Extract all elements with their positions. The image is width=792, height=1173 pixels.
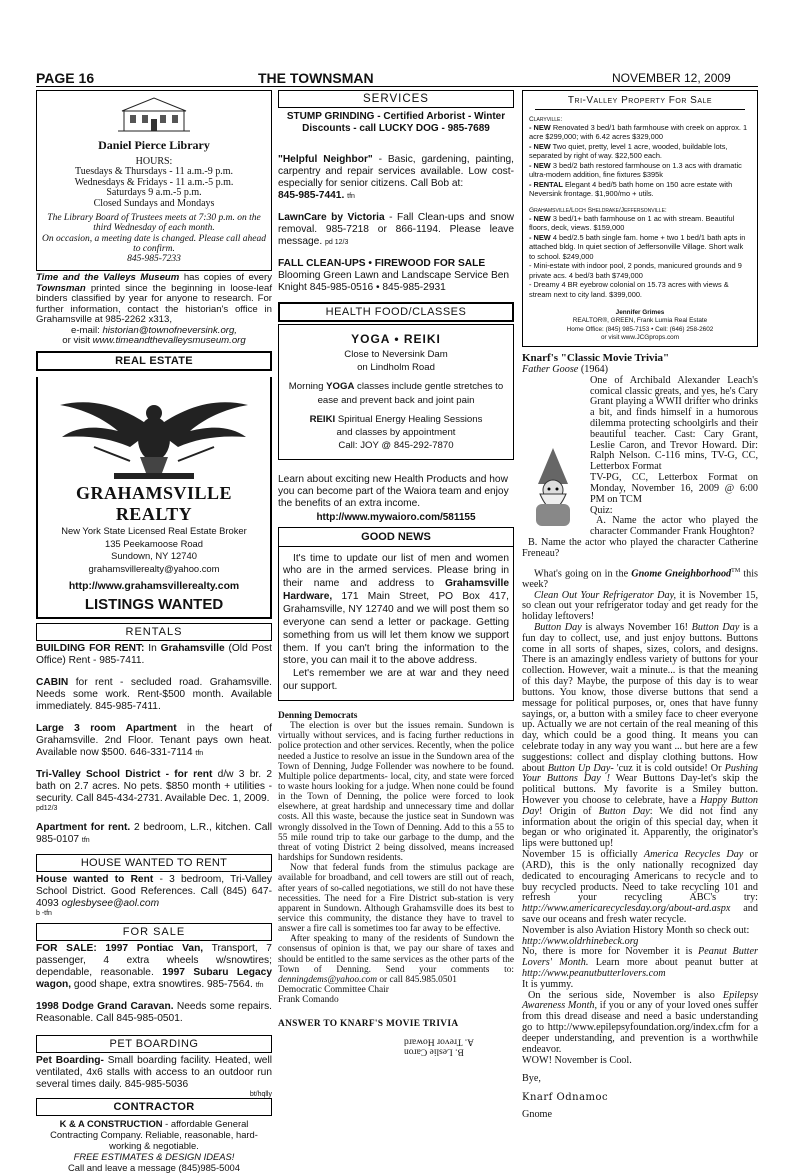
denning-signature: Democratic Committee Chair bbox=[278, 985, 389, 996]
issue-date: NOVEMBER 12, 2009 bbox=[612, 71, 731, 85]
ad-tag: tfn bbox=[195, 749, 204, 757]
library-box bbox=[36, 90, 272, 271]
waiora-ad: Learn about exciting new Health Products and how you can become part of the Waiora team and enjoy the benefits of an extra income. bbox=[278, 473, 509, 509]
rental-ad: Tri-Valley School District - for rent d/w 3 br. 2 bath on 2.7 acres. No pets. $850 month + utilities - security. Call 845-434-2731. Available Dec. 1, 2009. bbox=[36, 768, 272, 804]
denning-signature: Frank Comando bbox=[278, 995, 339, 1006]
reiki-phone: Call: JOY @ 845-292-7870 bbox=[338, 440, 454, 452]
waiora-url[interactable]: http://www.mywaioro.com/581155 bbox=[316, 511, 476, 523]
agent-website[interactable]: or visit www.JCGprops.com bbox=[600, 333, 680, 341]
trivia-answer-heading: ANSWER TO KNARF'S MOVIE TRIVIA bbox=[278, 1019, 459, 1030]
yummy-line: It is yummy. bbox=[522, 978, 574, 990]
gnome-icon bbox=[522, 446, 584, 530]
agent-name: Jennifer Grimes bbox=[615, 308, 665, 316]
film-title: Father Goose bbox=[522, 363, 579, 375]
film-year: (1964) bbox=[578, 363, 609, 375]
recycle-url[interactable]: http://www.americarecyclesday.org/about-ard.aspx bbox=[522, 903, 731, 915]
good-news-heading: GOOD NEWS bbox=[279, 528, 513, 547]
stump-grinding-ad: STUMP GRINDING - Certified Arborist - Winter Discounts - call LUCKY DOG - 985-7689 bbox=[286, 111, 506, 134]
house-wanted-ad: House wanted to Rent - 3 bedroom, Tri-Valley School District. Good References. Call (845) 647-4093 oglesbysee@aol.com bbox=[36, 873, 272, 910]
property-listing: - NEW 4 bed/2.5 bath single fam. home + two 1 bed/1 bath apts in attached bldg. In quiet section of Jeffersonville Village. Short walk to school. $249,000 bbox=[529, 232, 746, 261]
house-wanted-email[interactable]: oglesbysee@aol.com bbox=[61, 898, 160, 910]
contractor-ad: K & A CONSTRUCTION - affordable General Contracting Company. Reliable, reasonable, hard-working & negotiable. FREE ESTIMATES & DESIGN IDEAS! Call and leave a message (845)985-5004 bbox=[36, 1119, 272, 1173]
visit-label: or visit bbox=[62, 335, 93, 347]
denning-paragraph: The election is over but the issues remain. Sundown is virtually without services, and is facing further reductions in police protection and other services. Recently, when the police needed a Justice to resolve an issue in the Sundown area of the Town of Denning, Judge Follender was nowhere to be found. Multiple police departments- local, city, and state were forced to waste hours looking for a judge. When none could be found in the Town of Denning, the police were forced to look elsewhere, at great hardship and unnecessary time and dollar costs. All this waste, because the justice seat in Sundown was wrongly dissolved in the Town of Denning. Add to this a 55 to 55 mile round trip to take our garbage to the dump, and the threat of voting District 2 being dissolved, means increased hardships for Sundown residents. bbox=[278, 721, 514, 864]
column-left bbox=[36, 90, 272, 1173]
realty-company-name: GRAHAMSVILLE REALTY bbox=[75, 482, 233, 524]
yoga-reiki-title: YOGA • REIKI bbox=[351, 332, 441, 347]
quiz-question: B. Name the actor who played the character Catherine Freneau? bbox=[522, 536, 758, 559]
library-note: On occasion, a meeting date is changed. Please call ahead to confirm. bbox=[42, 233, 266, 254]
signature-title: Gnome bbox=[522, 1108, 552, 1120]
real-estate-heading: REAL ESTATE bbox=[36, 351, 272, 371]
trivia-schedule: TV-PG, CC, Letterbox Format on Monday, November 16, 2009 @ 6:00 PM on TCM bbox=[590, 472, 758, 505]
health-heading: HEALTH FOOD/CLASSES bbox=[278, 302, 514, 322]
reiki-description: REIKI Spiritual Energy Healing Sessions bbox=[309, 413, 483, 425]
header-rule bbox=[36, 86, 758, 87]
ad-tag: tfn bbox=[347, 193, 355, 201]
library-name: Daniel Pierce Library bbox=[98, 138, 210, 152]
house-wanted-heading: HOUSE WANTED TO RENT bbox=[36, 854, 272, 872]
denning-title: Denning Democrats bbox=[278, 710, 358, 721]
museum-url[interactable]: www.timeandthevalleysmuseum.org bbox=[92, 335, 246, 347]
ad-tag: tfn bbox=[81, 836, 90, 844]
townsman-name: Townsman bbox=[36, 282, 86, 294]
newspaper-title: THE TOWNSMAN bbox=[258, 70, 374, 86]
claryville-heading: Claryville: bbox=[529, 116, 563, 123]
property-listing: - Mini-estate with indoor pool, 2 ponds, manicured grounds and 9 private acs. 4 bed/3 bath $749,000 bbox=[529, 261, 742, 280]
pet-boarding-heading: PET BOARDING bbox=[36, 1035, 272, 1053]
denning-paragraph: Now that federal funds from the stimulus package are available for broadband, and cell towers are still out of reach, after years of so-called negotiations, we still do not have these necessities. The need for a Fire District sub-station is very apparent in Sundown. Although Grahamsville does its best to service this community, the distance they have to travel to answer a fire call is sometimes too far away to be effective. bbox=[278, 863, 514, 935]
ad-tag: b -tfn bbox=[36, 910, 52, 918]
realty-line: Sundown, NY 12740 bbox=[111, 550, 197, 562]
hours-line: Saturdays 9 a.m.-5 p.m. bbox=[106, 187, 202, 198]
for-sale-ad: FOR SALE: 1997 Pontiac Van, Transport, 7 passenger, 4 extra wheels w/snowtires; dependable, reasonable. 1997 Subaru Legacy wagon, good shape, extra snowtires. 985-7564. tfn bbox=[36, 943, 272, 991]
realty-email[interactable]: grahamsvillerealty@yahoo.com bbox=[88, 562, 220, 574]
ad-tag: pd 12/3 bbox=[325, 239, 349, 247]
services-heading: SERVICES bbox=[278, 90, 514, 108]
denning-paragraph: After speaking to many of the residents of Sundown the consensus of opinion is that, we pay our share of taxes and should be entitled to the same services as the other parts of the Town of Denning. Send your comments to: denningdems@yahoo.com or call 845.985.0501 bbox=[278, 934, 514, 985]
library-phone: 845-985-7233 bbox=[127, 254, 181, 264]
grahamsville-heading: Grahamsville/Loch Sheldrake/Jeffersonville: bbox=[529, 206, 667, 214]
rental-ad: BUILDING FOR RENT: In Grahamsville (Old Post Office) Rent - 985-7411. bbox=[36, 642, 272, 666]
free-estimates: FREE ESTIMATES & DESIGN IDEAS! bbox=[73, 1150, 235, 1162]
yoga-location: Close to Neversink Dam bbox=[344, 348, 448, 360]
bye-line: Bye, bbox=[522, 1073, 541, 1085]
ad-tag: pd12/3 bbox=[36, 804, 58, 812]
quiz-question: A. Name the actor who played the character Commander Frank Houghton? bbox=[590, 515, 758, 538]
aviation-url[interactable]: http://www.oldrhinebeck.org bbox=[522, 935, 639, 947]
library-note: The Library Board of Trustees meets at 7:30 p.m. on the third Wednesday of each month. bbox=[47, 213, 261, 234]
good-news-box bbox=[278, 527, 514, 701]
good-news-text: Let's remember we are at war and they need our support. bbox=[283, 668, 509, 693]
property-listing: - NEW Two quiet, pretty, level 1 acre, wooded, buildable lots, separated by right of way. $22,500 each. bbox=[529, 141, 728, 161]
trivia-column bbox=[522, 353, 758, 1120]
for-sale-ad: 1998 Dodge Grand Caravan. Needs some repairs. Reasonable. Call 845-985-0501. bbox=[36, 1001, 272, 1025]
email-label: e-mail: bbox=[71, 324, 103, 336]
helpful-neighbor-ad: "Helpful Neighbor" - Basic, gardening, painting, carpentry and repair services available. Low cost-especially for senior citizens. Call Bob at: 845-985-7441. tfn bbox=[278, 154, 514, 202]
realty-ad bbox=[36, 377, 272, 619]
rental-ad: Large 3 room Apartment in the heart of Grahamsville. 2nd Floor. Tenant pays own heat. Available now $500. 646-331-7114 tfn bbox=[36, 722, 272, 758]
yoga-reiki-ad bbox=[278, 324, 514, 459]
column-right bbox=[522, 90, 758, 1121]
gnome-neighborhood: What's going on in the Gnome Gneighborhood™ this week? bbox=[522, 567, 758, 590]
property-listing: - Dreamy 4 BR eyebrow colonial on 15.73 acres with views & stream next to city land. $399,000. bbox=[529, 280, 729, 299]
museum-email[interactable]: historian@townofneversink.org, bbox=[102, 324, 237, 336]
museum-notice bbox=[36, 273, 272, 347]
realty-line: New York State Licensed Real Estate Broker bbox=[61, 524, 247, 536]
column-middle bbox=[278, 90, 514, 1056]
agent-line: Home Office: (845) 985-7153 • Cell: (646) 258-2602 bbox=[566, 325, 714, 333]
button-day: Button Day is always November 16! Button Day is a fun day to collect, use, and just enjoy buttons. Buttons come in all sorts of shapes, sizes, colors, and designs. There is an amazingly endless variety of buttons for your collection. However, wait a minute... is that the meaning of this day? Maybe, the purpose of this day is to wear buttons. You know, those diverse buttons that send a message for political purposes, or, ones that have funny sayings, or, a button with a smiley face to cheer everyone up. Actually we are not certain of the real meaning of this day, which could be a good thing. It means you can celebrate today in any way you want ... but here are a few suggestions: collect and display clothing buttons. How about Button Up Day- 'cuz it is cold outside! Or Pushing Your Buttons Day ! Wear Buttons Day-let's skip the political buttons. My favorite is a Smiley button. However you choose to celebrate, have a Happy Button Day! Origin of Button Day: We did not find any information about the origin of this special day, when it began or who originated it. Apparently, the originator's lips were buttoned up! bbox=[522, 622, 759, 850]
trivia-intro: One of Archibald Alexander Leach's comical classic greats, and yes, he's Cary Grant playing a WWII drifter who drinks a bit, and finds himself in a humorous dilemma protecting schoolgirls and their beautiful teacher. Cast: Cary Grant, Leslie Caron, and Trevor Howard. Dir: Ralph Nelson. C-116 mins, TV-G, CC, Letterbox Format bbox=[522, 376, 758, 473]
eagle-logo-icon bbox=[54, 377, 254, 487]
museum-title: Time and the Valleys Museum bbox=[36, 272, 180, 283]
museum-text: printed since the beginning in loose-leaf binders classified by year for anyone to research. For further information, contact the historian's office in Grahamsville at 985-2262 x313, bbox=[36, 282, 272, 326]
closing-line: WOW! November is Cool. bbox=[522, 1054, 632, 1066]
aviation-month: November is also Aviation History Month so check out: http://www.oldrhinebeck.org bbox=[522, 924, 750, 947]
tri-valley-title: Tri-Valley Property For Sale bbox=[535, 95, 745, 110]
denning-democrats-article bbox=[278, 711, 514, 1056]
museum-text: has copies of every bbox=[179, 272, 272, 283]
peanut-butter-month: No, there is more for November it is Peanut Butter Lovers' Month. Learn more about peanut butter at http://www.peanutbutterlovers.com bbox=[522, 946, 758, 980]
hours-label: HOURS: bbox=[135, 156, 173, 167]
denning-email[interactable]: denningdems@yahoo.com bbox=[278, 974, 377, 985]
lawncare-ad: LawnCare by Victoria - Fall Clean-ups and snow removal. 985-7218 or 866-1194. Please leave message. pd 12/3 bbox=[278, 212, 514, 248]
hours-line: Wednesdays & Fridays - 11 a.m.-5 p.m. bbox=[74, 176, 234, 188]
quiz-label: Quiz: bbox=[590, 504, 613, 516]
contractor-heading: CONTRACTOR bbox=[36, 1098, 272, 1116]
fridge-day: Clean Out Your Refrigerator Day, it is November 15, so clean out your refrigerator today and get ready for the holiday leftovers! bbox=[522, 589, 758, 623]
realty-url[interactable]: http://www.grahamsvillerealty.com bbox=[68, 580, 240, 592]
reiki-description: and classes by appointment bbox=[336, 427, 456, 439]
epilepsy-month: On the serious side, November is also Epilepsy Awareness Month, if you or any of your loved ones suffer from this dread disease and need a basic understanding go to http://www.epilepsyfoundation.org/index.cfm for a deeper understanding, and prevention is a worthwhile endeavor. bbox=[522, 989, 758, 1055]
library-building-icon bbox=[114, 95, 194, 133]
property-listing: - NEW 3 bed/1+ bath farmhouse on 1 ac with stream. Beautiful floors, deck, views. $159,000 bbox=[529, 213, 735, 233]
yoga-location: on Lindholm Road bbox=[357, 362, 435, 374]
tri-valley-property-box bbox=[522, 90, 758, 347]
page-number: PAGE 16 bbox=[36, 70, 95, 86]
for-sale-heading: FOR SALE bbox=[36, 923, 272, 941]
agent-line: REALTOR®, GREEN, Frank Lumia Real Estate bbox=[572, 317, 708, 325]
yoga-description: Morning YOGA classes include gentle stretches to ease and prevent back and joint pain bbox=[288, 381, 504, 406]
ad-tag: tfn bbox=[255, 982, 264, 990]
listings-wanted: LISTINGS WANTED bbox=[84, 595, 224, 613]
trivia-title: Knarf's "Classic Movie Trivia" bbox=[522, 352, 670, 365]
rental-ad: CABIN for rent - secluded road. Grahamsville. Needs some work. Rent-$500 month. Available immediately. 845-985-7411. bbox=[36, 676, 272, 712]
rentals-heading: RENTALS bbox=[36, 623, 272, 641]
pet-boarding-ad: Pet Boarding- Small boarding facility. Heated, well ventilated, 4x6 stalls with access to an outdoor run several times daily. 845-985-5036 bbox=[36, 1055, 272, 1091]
ad-tag: bt/hqlly bbox=[249, 1091, 272, 1099]
recycles-day: November 15 is officially America Recycles Day or (ARD), this is the only nationally recognized day dedicated to encouraging Americans to recycle and to buy recycled products. Need to take recycling 101 and refresh your recycling ABC's try: http://www.americarecyclesday.org/about-ard.aspx and save our oceans and fresh water recycle. bbox=[522, 849, 758, 925]
property-listing: - NEW 3 bed/2 bath restored farmhouse on 1.3 acs with dramatic ultra-modern addition, fine fixtures $395k bbox=[529, 160, 742, 180]
rental-ad: Apartment for rent. 2 bedroom, L.R., kitchen. Call 985-0107 tfn bbox=[36, 821, 273, 845]
property-listing: - RENTAL Elegant 4 bed/5 bath home on 150 acre estate with Neversink frontage. $1,900/mo + utils. bbox=[529, 179, 733, 199]
trivia-answer-upside-down: B. Leslie Caron A. Trevor Howard bbox=[404, 1035, 474, 1057]
hours-line: Tuesdays & Thursdays - 11 a.m.-9 p.m. bbox=[75, 166, 233, 177]
peanut-butter-url[interactable]: http://www.peanutbutterlovers.com bbox=[522, 968, 666, 980]
firewood-ad: FALL CLEAN-UPS • FIREWOOD FOR SALE Blooming Green Lawn and Landscape Service Ben Knight 845-985-0516 • 845-985-2931 bbox=[278, 258, 510, 294]
good-news-text: It's time to update our list of men and women who are in the armed services. Please bring in their name and address to Grahamsville Hardware, 171 Main Street, PO Box 417, Grahamsville, NY 12740 and we will post them so everyone can send a letter or package. Getting something from us will let them know we support them. If you can't bring the information to the store, you can mail it to the above address. bbox=[283, 552, 509, 667]
signature: Knarf Odnamoc bbox=[522, 1092, 609, 1104]
contractor-phone: Call and leave a message (845)985-5004 bbox=[68, 1161, 240, 1173]
hours-line: Closed Sundays and Mondays bbox=[93, 197, 215, 209]
realty-line: 135 Peekamoose Road bbox=[105, 537, 203, 549]
property-listing: - NEW Renovated 3 bed/1 bath farmhouse with creek on approx. 1 acre $299,000; with 6.42 acres $329,000 bbox=[529, 123, 748, 142]
